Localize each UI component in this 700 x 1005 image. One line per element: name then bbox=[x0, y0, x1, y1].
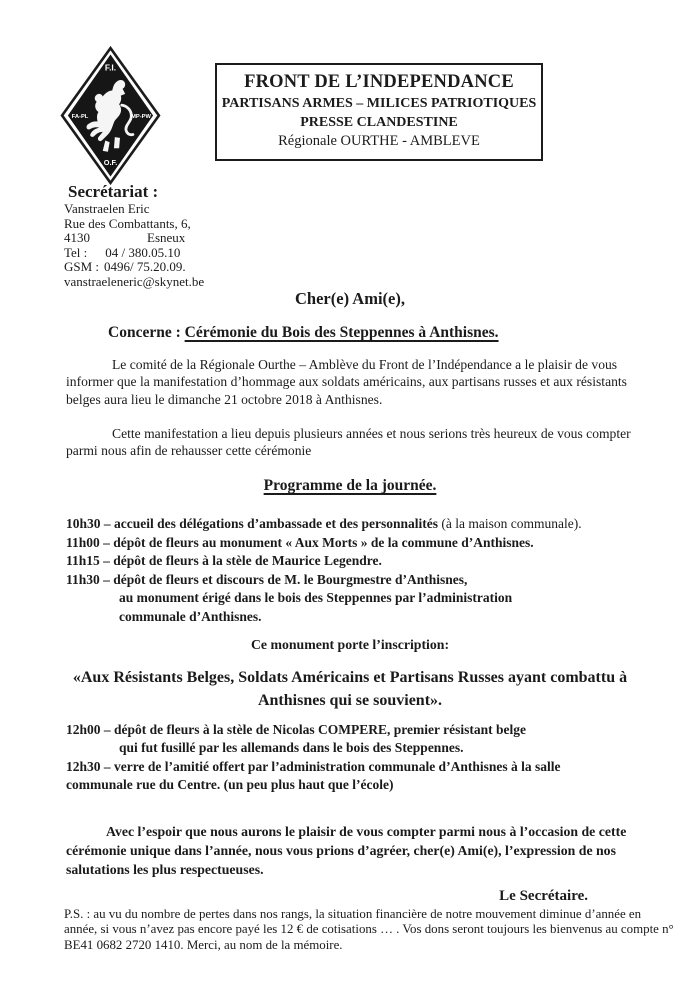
programme-heading: Programme de la journée. bbox=[263, 477, 437, 495]
secretariat-tel bbox=[64, 246, 700, 261]
postal-code: 4130 bbox=[64, 230, 90, 245]
logo-left-label: FA-PL bbox=[71, 114, 89, 121]
schedule-item-12h00: 12h00 – dépôt de fleurs à la stèle de Nicolas COMPERE, premier résistant belge bbox=[66, 721, 526, 737]
postscript: P.S. : au vu du nombre de pertes dans nos rangs, la situation financière de notre mouvement diminue d’année en année, si vous n’avez pas encore payé les 12 € de cotisations … . Vos dons seront toujours les bienvenus au compte n° BE41 0682 2720 1410. Merci, au nom de la mémoire. bbox=[64, 906, 674, 952]
letterhead-box bbox=[215, 63, 543, 161]
body-paragraph-2: Cette manifestation a lieu depuis plusieurs années et nous serions très heureux de vous compter parmi nous afin de rehausser cette cérémonie bbox=[66, 425, 631, 459]
secretariat-heading: Secrétariat : bbox=[68, 182, 159, 201]
signature: Le Secrétaire. bbox=[499, 887, 588, 904]
monument-intro: Ce monument porte l’inscription: bbox=[250, 636, 450, 652]
tel-number: 04 / 380.05.10 bbox=[105, 244, 181, 260]
programme-schedule-2 bbox=[66, 721, 700, 795]
schedule-item-11h00: 11h00 – dépôt de fleurs au monument « Aux Morts » de la commune d’Anthisnes. bbox=[66, 534, 534, 550]
organization-regionale: Régionale OURTHE - AMBLEVE bbox=[278, 133, 480, 149]
city: Esneux bbox=[147, 230, 186, 245]
gsm-number: 0496/ 75.20.09. bbox=[104, 259, 186, 274]
body-paragraph-1: Le comité de la Régionale Ourthe – Amblève du Front de l’Indépendance a le plaisir de vous informer que la manifestation d’hommage aux soldats américains, aux partisans russes et aux résistants belges aura lieu le dimanche 21 octobre 2018 à Anthisnes. bbox=[66, 357, 627, 407]
salutation: Cher(e) Ami(e), bbox=[295, 289, 405, 308]
secretariat-gsm bbox=[64, 260, 700, 275]
schedule-item-12h30-cont: communale rue du Centre. (un peu plus haut que l’école) bbox=[66, 777, 394, 793]
schedule-item-11h30-cont-2: communale d’Anthisnes. bbox=[119, 608, 262, 624]
fi-lion-logo bbox=[57, 45, 164, 186]
schedule-item-12h00-cont: qui fut fusillé par les allemands dans le bois des Steppennes. bbox=[119, 740, 464, 756]
schedule-item-12h30: 12h30 – verre de l’amitié offert par l’administration communale d’Anthisnes à la salle bbox=[66, 758, 561, 774]
organization-title: FRONT DE L’INDEPENDANCE bbox=[244, 72, 514, 92]
gsm-label: GSM : bbox=[64, 259, 100, 274]
schedule-item-10h30: 10h30 – accueil des délégations d’ambassade et des personnalités (à la maison communale). bbox=[66, 516, 582, 532]
organization-subtitle-2: PRESSE CLANDESTINE bbox=[300, 115, 458, 130]
schedule-item-11h30: 11h30 – dépôt de fleurs et discours de M. le Bourgmestre d’Anthisnes, bbox=[66, 571, 468, 587]
subject-label: Concerne : bbox=[108, 324, 181, 341]
logo-bottom-label: O.F. bbox=[103, 157, 118, 167]
tel-label: Tel : bbox=[64, 244, 88, 260]
programme-schedule bbox=[66, 515, 700, 625]
subject-line bbox=[108, 323, 700, 343]
letterhead bbox=[0, 45, 700, 181]
subject-title: Cérémonie du Bois des Steppennes à Anthisnes. bbox=[184, 324, 499, 341]
logo-right-label: MP-PW bbox=[131, 114, 151, 121]
closing-paragraph: Avec l’espoir que nous aurons le plaisir de vous compter parmi nous à l’occasion de cette cérémonie unique dans l’année, nous vous prions d’agréer, cher(e) Ami(e), l’expression de nos salutations les plus respectueuses. bbox=[66, 823, 627, 877]
secretariat-name: Vanstraelen Eric bbox=[64, 201, 150, 216]
monument-inscription: «Aux Résistants Belges, Soldats Américains et Partisans Russes ayant combattu à Anthisnes qui se souvient». bbox=[72, 668, 628, 709]
secretariat-postal-city bbox=[64, 231, 700, 246]
schedule-item-11h15: 11h15 – dépôt de fleurs à la stèle de Maurice Legendre. bbox=[66, 553, 382, 569]
secretariat-street: Rue des Combattants, 6, bbox=[64, 215, 191, 231]
schedule-item-11h30-cont-1: au monument érigé dans le bois des Steppennes par l’administration bbox=[119, 590, 513, 606]
organization-subtitle-1: PARTISANS ARMES – MILICES PATRIOTIQUES bbox=[221, 96, 537, 111]
logo-top-label: F.I. bbox=[104, 62, 117, 73]
secretariat-email: vanstraeleneric@skynet.be bbox=[64, 273, 205, 289]
